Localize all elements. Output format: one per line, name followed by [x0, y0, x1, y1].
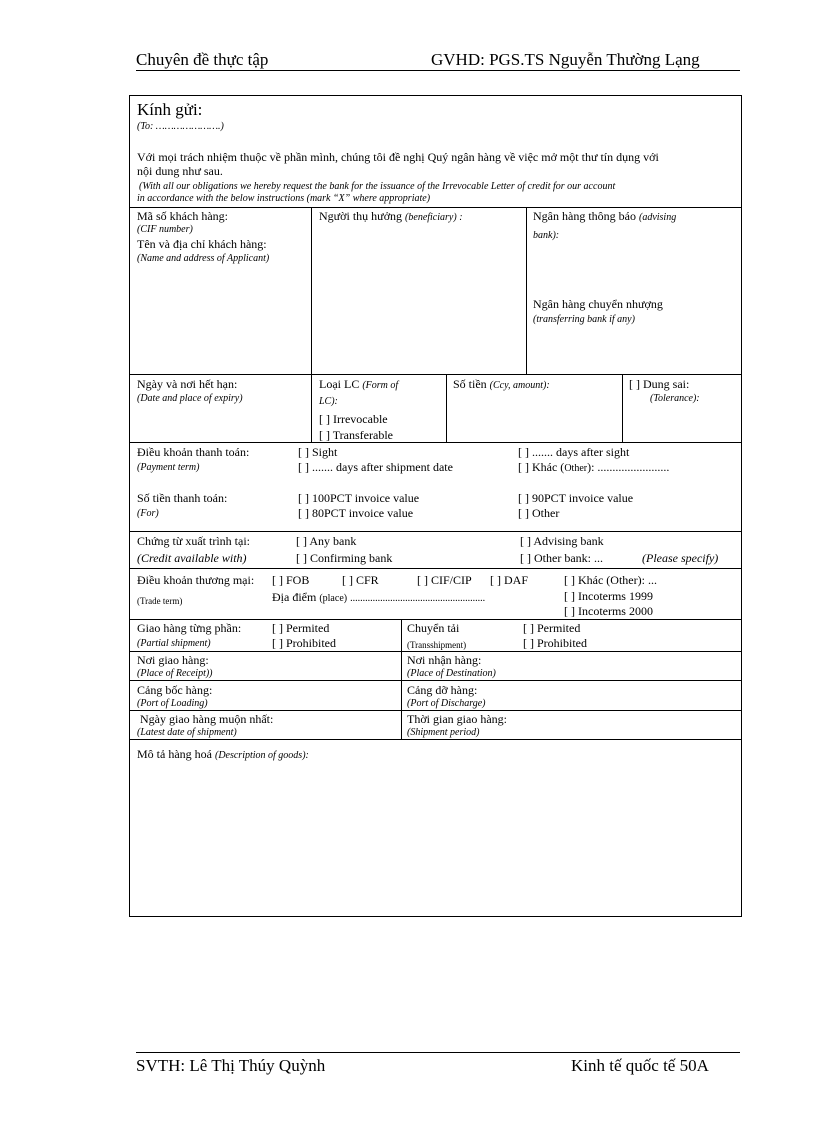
- transferring-en: (transferring bank if any): [533, 314, 635, 325]
- header-right: GVHD: PGS.TS Nguyễn Thường Lạng: [431, 50, 700, 69]
- avail-advising-bank[interactable]: [ ] Advising bank: [520, 534, 604, 548]
- trade-daf[interactable]: [ ] DAF: [490, 573, 528, 587]
- for-other[interactable]: [ ] Other: [518, 506, 560, 520]
- period-label: Thời gian giao hàng:: [407, 712, 507, 726]
- goods-en: (Description of goods):: [214, 750, 309, 761]
- expiry-en: (Date and place of expiry): [137, 393, 243, 404]
- request-vn-line2: nội dung như sau.: [137, 164, 223, 178]
- applicant-label: Tên và địa chỉ khách hàng:: [137, 237, 267, 251]
- trans-prohibited[interactable]: [ ] Prohibited: [523, 636, 587, 650]
- pay-days-after-sight[interactable]: [ ] ....... days after sight: [518, 445, 630, 459]
- advising-field: [533, 209, 676, 225]
- request-en-line1: (With all our obligations we hereby request the bank for the issuance of the Irrevocable Letter of credit for our account: [139, 181, 616, 192]
- transferring-label: Ngân hàng chuyển nhượng: [533, 297, 663, 311]
- pay-other-suffix: ): ........................: [587, 460, 670, 474]
- partial-en: (Partial shipment): [137, 638, 211, 649]
- avail-other-bank[interactable]: [ ] Other bank: ...: [520, 551, 603, 565]
- trade-label: Điều khoản thương mại:: [137, 573, 255, 587]
- payment-en: (Payment term): [137, 462, 200, 473]
- avail-specify: (Please specify): [642, 551, 719, 565]
- lc-en-2: LC):: [319, 396, 338, 407]
- discharge-en: (Port of Discharge): [407, 698, 486, 709]
- avail-en: (Credit available with): [137, 551, 247, 565]
- lc-application-form: [129, 95, 742, 917]
- for-80pct[interactable]: [ ] 80PCT invoice value: [298, 506, 414, 520]
- for-label: Số tiền thanh toán:: [137, 491, 228, 505]
- trans-permitted[interactable]: [ ] Permited: [523, 621, 581, 635]
- payment-label: Điều khoản thanh toán:: [137, 445, 250, 459]
- incoterms-2000[interactable]: [ ] Incoterms 2000: [564, 604, 653, 618]
- partial-permitted[interactable]: [ ] Permited: [272, 621, 330, 635]
- tolerance-en: (Tolerance):: [650, 393, 700, 404]
- for-en: (For): [137, 508, 159, 519]
- loading-label: Cảng bốc hàng:: [137, 683, 213, 697]
- pay-sight[interactable]: [ ] Sight: [298, 445, 338, 459]
- beneficiary-field: [319, 209, 463, 225]
- header-rule: [136, 70, 740, 71]
- tolerance-checkbox[interactable]: [ ] Dung sai:: [629, 377, 690, 391]
- trade-place-en: (place): [319, 593, 348, 604]
- latest-label: Ngày giao hàng muộn nhất:: [140, 712, 274, 726]
- destination-en: (Place of Destination): [407, 668, 496, 679]
- receipt-label: Nơi giao hàng:: [137, 653, 209, 667]
- pay-other-prefix: [ ] Khác (: [518, 460, 565, 474]
- amount-label: Số tiền: [453, 377, 487, 391]
- amount-en: (Ccy, amount):: [489, 380, 550, 391]
- request-en-line2: in accordance with the below instructions (mark “X” where appropriate): [137, 193, 431, 204]
- pay-other[interactable]: [518, 460, 669, 476]
- latest-en: (Latest date of shipment): [137, 727, 237, 738]
- for-100pct[interactable]: [ ] 100PCT invoice value: [298, 491, 420, 505]
- goods-field[interactable]: [137, 747, 309, 763]
- lc-irrevocable[interactable]: [ ] Irrevocable: [319, 412, 388, 426]
- trade-other[interactable]: [ ] Khác (Other): ...: [564, 573, 657, 587]
- avail-confirming-bank[interactable]: [ ] Confirming bank: [296, 551, 393, 565]
- greeting: Kính gửi:: [137, 100, 203, 119]
- beneficiary-label: Người thụ hưởng: [319, 209, 403, 223]
- period-en: (Shipment period): [407, 727, 480, 738]
- header-left: Chuyên đề thực tập: [136, 50, 269, 69]
- pay-days-after-shipment[interactable]: [ ] ....... days after shipment date: [298, 460, 453, 474]
- amount-field: [453, 377, 550, 393]
- for-90pct[interactable]: [ ] 90PCT invoice value: [518, 491, 634, 505]
- expiry-label: Ngày và nơi hết hạn:: [137, 377, 238, 391]
- trans-label: Chuyển tải: [407, 621, 460, 635]
- greeting-to: (To: ………………….): [137, 121, 224, 132]
- cif-label: Mã số khách hàng:: [137, 209, 228, 223]
- avail-any-bank[interactable]: [ ] Any bank: [296, 534, 357, 548]
- loading-en: (Port of Loading): [137, 698, 208, 709]
- request-vn-line1: Với mọi trách nhiệm thuộc về phần mình, chúng tôi đề nghị Quý ngân hàng về việc mở một thư tín dụng với: [137, 150, 659, 164]
- footer-left: SVTH: Lê Thị Thúy Quỳnh: [136, 1056, 326, 1075]
- advising-en-1: (advising: [638, 212, 677, 223]
- trade-place-label: Địa điểm: [272, 590, 317, 604]
- trade-fob[interactable]: [ ] FOB: [272, 573, 310, 587]
- goods-label: Mô tả hàng hoá: [137, 747, 212, 761]
- receipt-en: (Place of Receipt)): [137, 668, 213, 679]
- destination-label: Nơi nhận hàng:: [407, 653, 482, 667]
- cif-en: (CIF number): [137, 224, 193, 235]
- trans-en: (Transshipment): [407, 640, 467, 650]
- trade-place-dots: ......................................................: [350, 593, 486, 604]
- partial-label: Giao hàng từng phần:: [137, 621, 242, 635]
- advising-en-2: bank):: [533, 230, 560, 241]
- partial-prohibited[interactable]: [ ] Prohibited: [272, 636, 336, 650]
- advising-label: Ngân hàng thông báo: [533, 209, 636, 223]
- discharge-label: Cảng dỡ hàng:: [407, 683, 478, 697]
- footer-rule: [136, 1052, 740, 1053]
- lc-type-field: [319, 377, 398, 393]
- trade-place: [272, 590, 485, 606]
- lc-transferable[interactable]: [ ] Transferable: [319, 428, 393, 442]
- trade-cif-cip[interactable]: [ ] CIF/CIP: [417, 573, 472, 587]
- applicant-en: (Name and address of Applicant): [137, 253, 270, 264]
- trade-en: (Trade term): [137, 596, 183, 606]
- trade-cfr[interactable]: [ ] CFR: [342, 573, 379, 587]
- lc-label: Loại LC: [319, 377, 360, 391]
- footer-right: Kinh tế quốc tế 50A: [571, 1056, 709, 1075]
- avail-label: Chứng từ xuất trình tại:: [137, 534, 250, 548]
- lc-en-1: (Form of: [362, 380, 399, 391]
- beneficiary-en: (beneficiary) :: [405, 212, 463, 223]
- pay-other-en: Other: [564, 463, 588, 474]
- incoterms-1999[interactable]: [ ] Incoterms 1999: [564, 589, 653, 603]
